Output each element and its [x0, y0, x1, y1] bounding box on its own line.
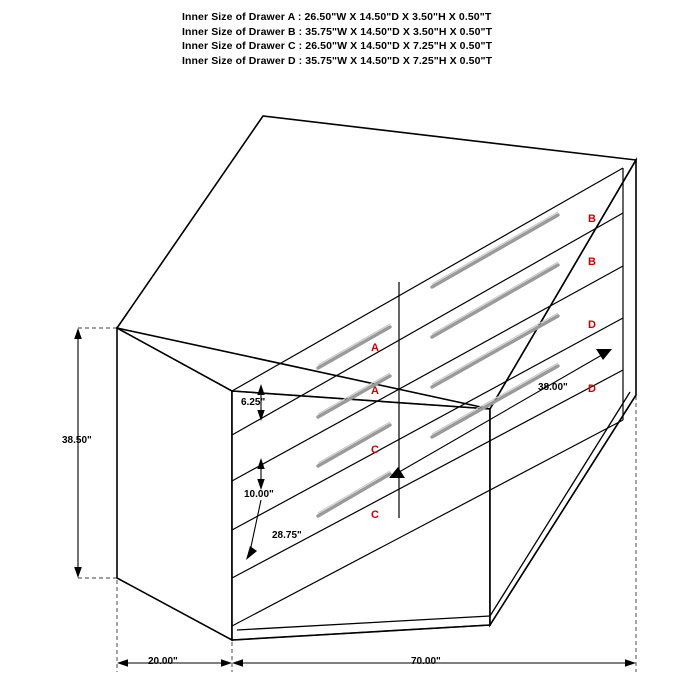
cabinet-front-face [232, 391, 490, 640]
label-depth-overall: 20.00" [148, 656, 178, 667]
label-drawer-top-height: 6.25" [241, 397, 266, 408]
drawer-letter-b-second: B [588, 256, 596, 268]
cabinet-left-panel [117, 328, 232, 640]
spec-line-c: Inner Size of Drawer C : 26.50"W X 14.50"D X 7.25"H X 0.50"T [182, 40, 493, 52]
spec-line-b: Inner Size of Drawer B : 35.75"W X 14.50"D X 3.50"H X 0.50"T [182, 25, 493, 38]
label-drawer-mid-height: 10.00" [244, 489, 274, 500]
spec-line-d: Inner Size of Drawer D : 35.75"W X 14.50"D X 7.25"H X 0.50"T [182, 54, 493, 67]
drawer-letter-c-third: C [371, 444, 379, 456]
drawer-letter-a-second: A [371, 385, 379, 397]
drawer-letter-d-third: D [588, 319, 596, 331]
drawer-letter-a-top: A [371, 342, 379, 354]
drawer-letter-d-fourth: D [588, 383, 596, 395]
drawer-letter-b-top: B [588, 213, 596, 225]
drawer-letter-c-fourth: C [371, 509, 379, 521]
spec-line-a: Inner Size of Drawer A : 26.50"W X 14.50"D X 3.50"H X 0.50"T [182, 11, 492, 23]
label-diagonal-depth: 38.00" [538, 382, 568, 393]
label-drawer-stack-height: 28.75" [272, 530, 302, 541]
label-width-overall: 70.00" [411, 656, 441, 667]
label-height-overall: 38.50" [62, 435, 92, 446]
dimension-height-overall [74, 328, 82, 578]
